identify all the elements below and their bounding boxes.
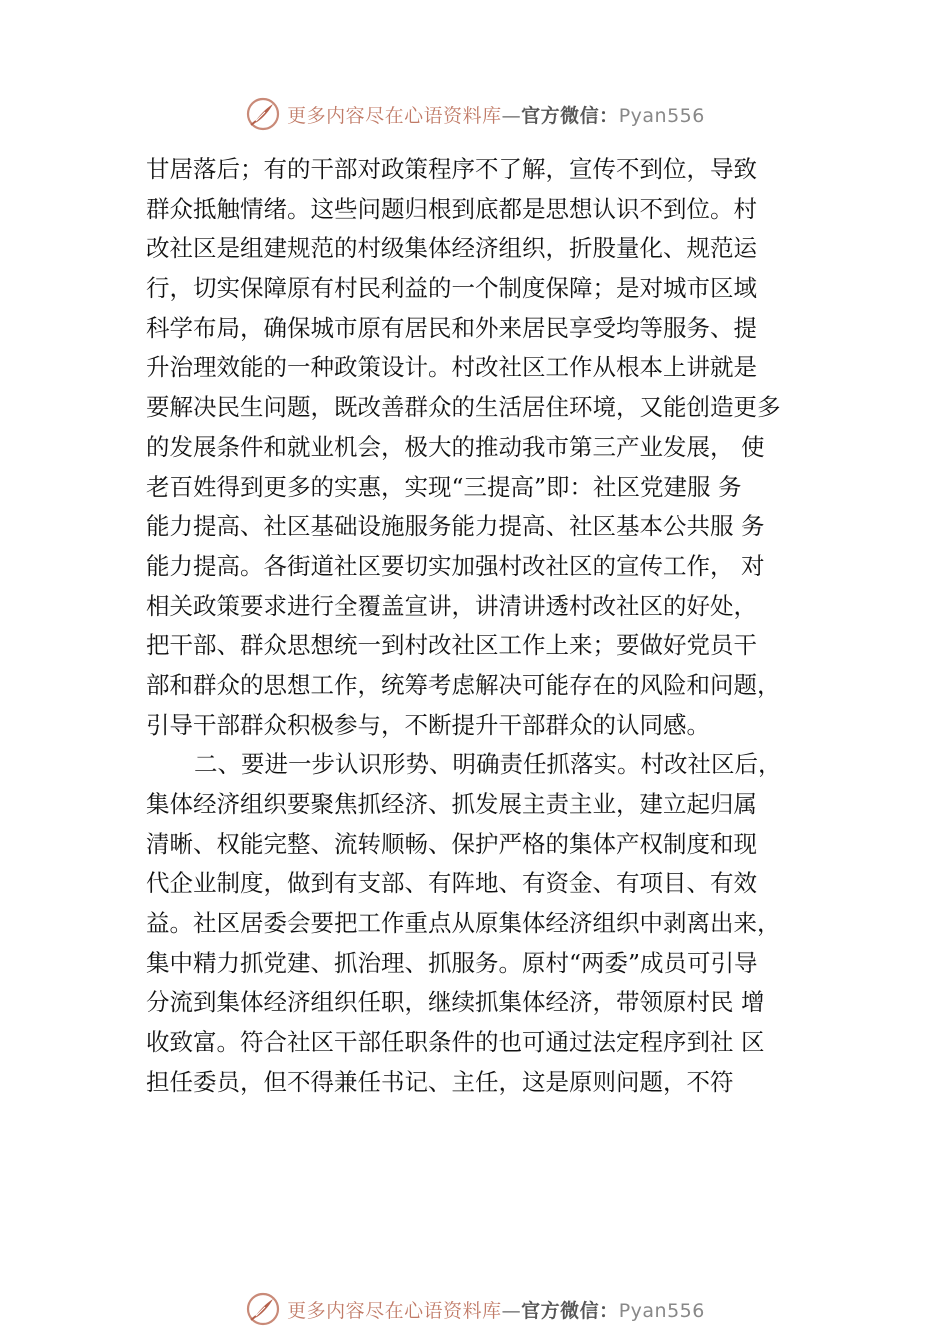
- header-separator: —: [501, 104, 522, 127]
- body-line-14: 部和群众的思想工作，统筹考虑解决可能存在的风险和问题，: [146, 670, 781, 699]
- body-line-15: 引导干部群众积极参与，不断提升干部群众的认同感。: [146, 710, 710, 739]
- body-line-3: 改社区是组建规范的村级集体经济组织，折股量化、规范运: [146, 234, 757, 263]
- body-line-10: 能力提高、社区基础设施服务能力提高、社区基本公共服 务: [146, 512, 765, 541]
- body-line-11: 能力提高。各街道社区要切实加强村改社区的宣传工作， 对: [146, 551, 765, 580]
- body-line-18: 清晰、权能完整、流转顺畅、保护严格的集体产权制度和现: [146, 829, 757, 858]
- body-line-8: 的发展条件和就业机会，极大的推动我市第三产业发展， 使: [146, 432, 765, 461]
- header-watermark: [0, 94, 950, 134]
- body-line-19: 代企业制度，做到有支部、有阵地、有资金、有项目、有效: [146, 869, 757, 898]
- header-wechat-id: Pyan556: [618, 104, 705, 127]
- footer-brand-text: 更多内容尽在心语资料库: [287, 1299, 502, 1322]
- header-brand-text: 更多内容尽在心语资料库: [287, 104, 502, 127]
- body-line-22: 分流到集体经济组织任职，继续抓集体经济，带领原村民 增: [146, 988, 765, 1017]
- body-line-23: 收致富。符合社区干部任职条件的也可通过法定程序到社 区: [146, 1028, 765, 1057]
- body-line-7: 要解决民生问题，既改善群众的生活居住环境，又能创造更多: [146, 393, 781, 422]
- footer-wechat-id: Pyan556: [618, 1299, 705, 1322]
- quill-logo-icon: [245, 96, 281, 132]
- header-watermark-text: [287, 101, 705, 128]
- body-line-12: 相关政策要求进行全覆盖宣讲，讲清讲透村改社区的好处，: [146, 591, 757, 620]
- body-line-24: 担任委员，但不得兼任书记、主任，这是原则问题，不符: [146, 1067, 734, 1096]
- quill-logo-icon: [245, 1291, 281, 1327]
- body-line-20: 益。社区居委会要把工作重点从原集体经济组织中剥离出来，: [146, 909, 781, 938]
- body-line-9: 老百姓得到更多的实惠，实现“三提高”即：社区党建服 务: [146, 472, 742, 501]
- body-line-1: 甘居落后；有的干部对政策程序不了解，宣传不到位，导致: [146, 155, 757, 183]
- footer-separator: —: [501, 1299, 522, 1322]
- footer-watermark: [0, 1289, 950, 1329]
- body-line-13: 把干部、群众思想统一到村改社区工作上来；要做好党员干: [146, 631, 757, 660]
- body-line-17: 集体经济组织要聚焦抓经济、抓发展主责主业，建立起归属: [146, 790, 757, 818]
- header-wechat-label: 官方微信：: [521, 104, 619, 127]
- body-line-5: 科学布局，确保城市原有居民和外来居民享受均等服务、提: [146, 313, 757, 342]
- body-line-2: 群众抵触情绪。这些问题归根到底都是思想认识不到位。村: [146, 194, 757, 223]
- section-heading-line: 二、要进一步认识形势、明确责任抓落实。村改社区后，: [194, 750, 782, 779]
- footer-watermark-text: [287, 1296, 705, 1323]
- body-line-21: 集中精力抓党建、抓治理、抓服务。原村“两委”成员可引导: [146, 948, 758, 977]
- body-line-4: 行，切实保障原有村民利益的一个制度保障；是对城市区域: [146, 274, 757, 303]
- document-body: [146, 150, 846, 1103]
- footer-wechat-label: 官方微信：: [521, 1299, 619, 1322]
- body-line-6: 升治理效能的一种政策设计。村改社区工作从根本上讲就是: [146, 353, 757, 382]
